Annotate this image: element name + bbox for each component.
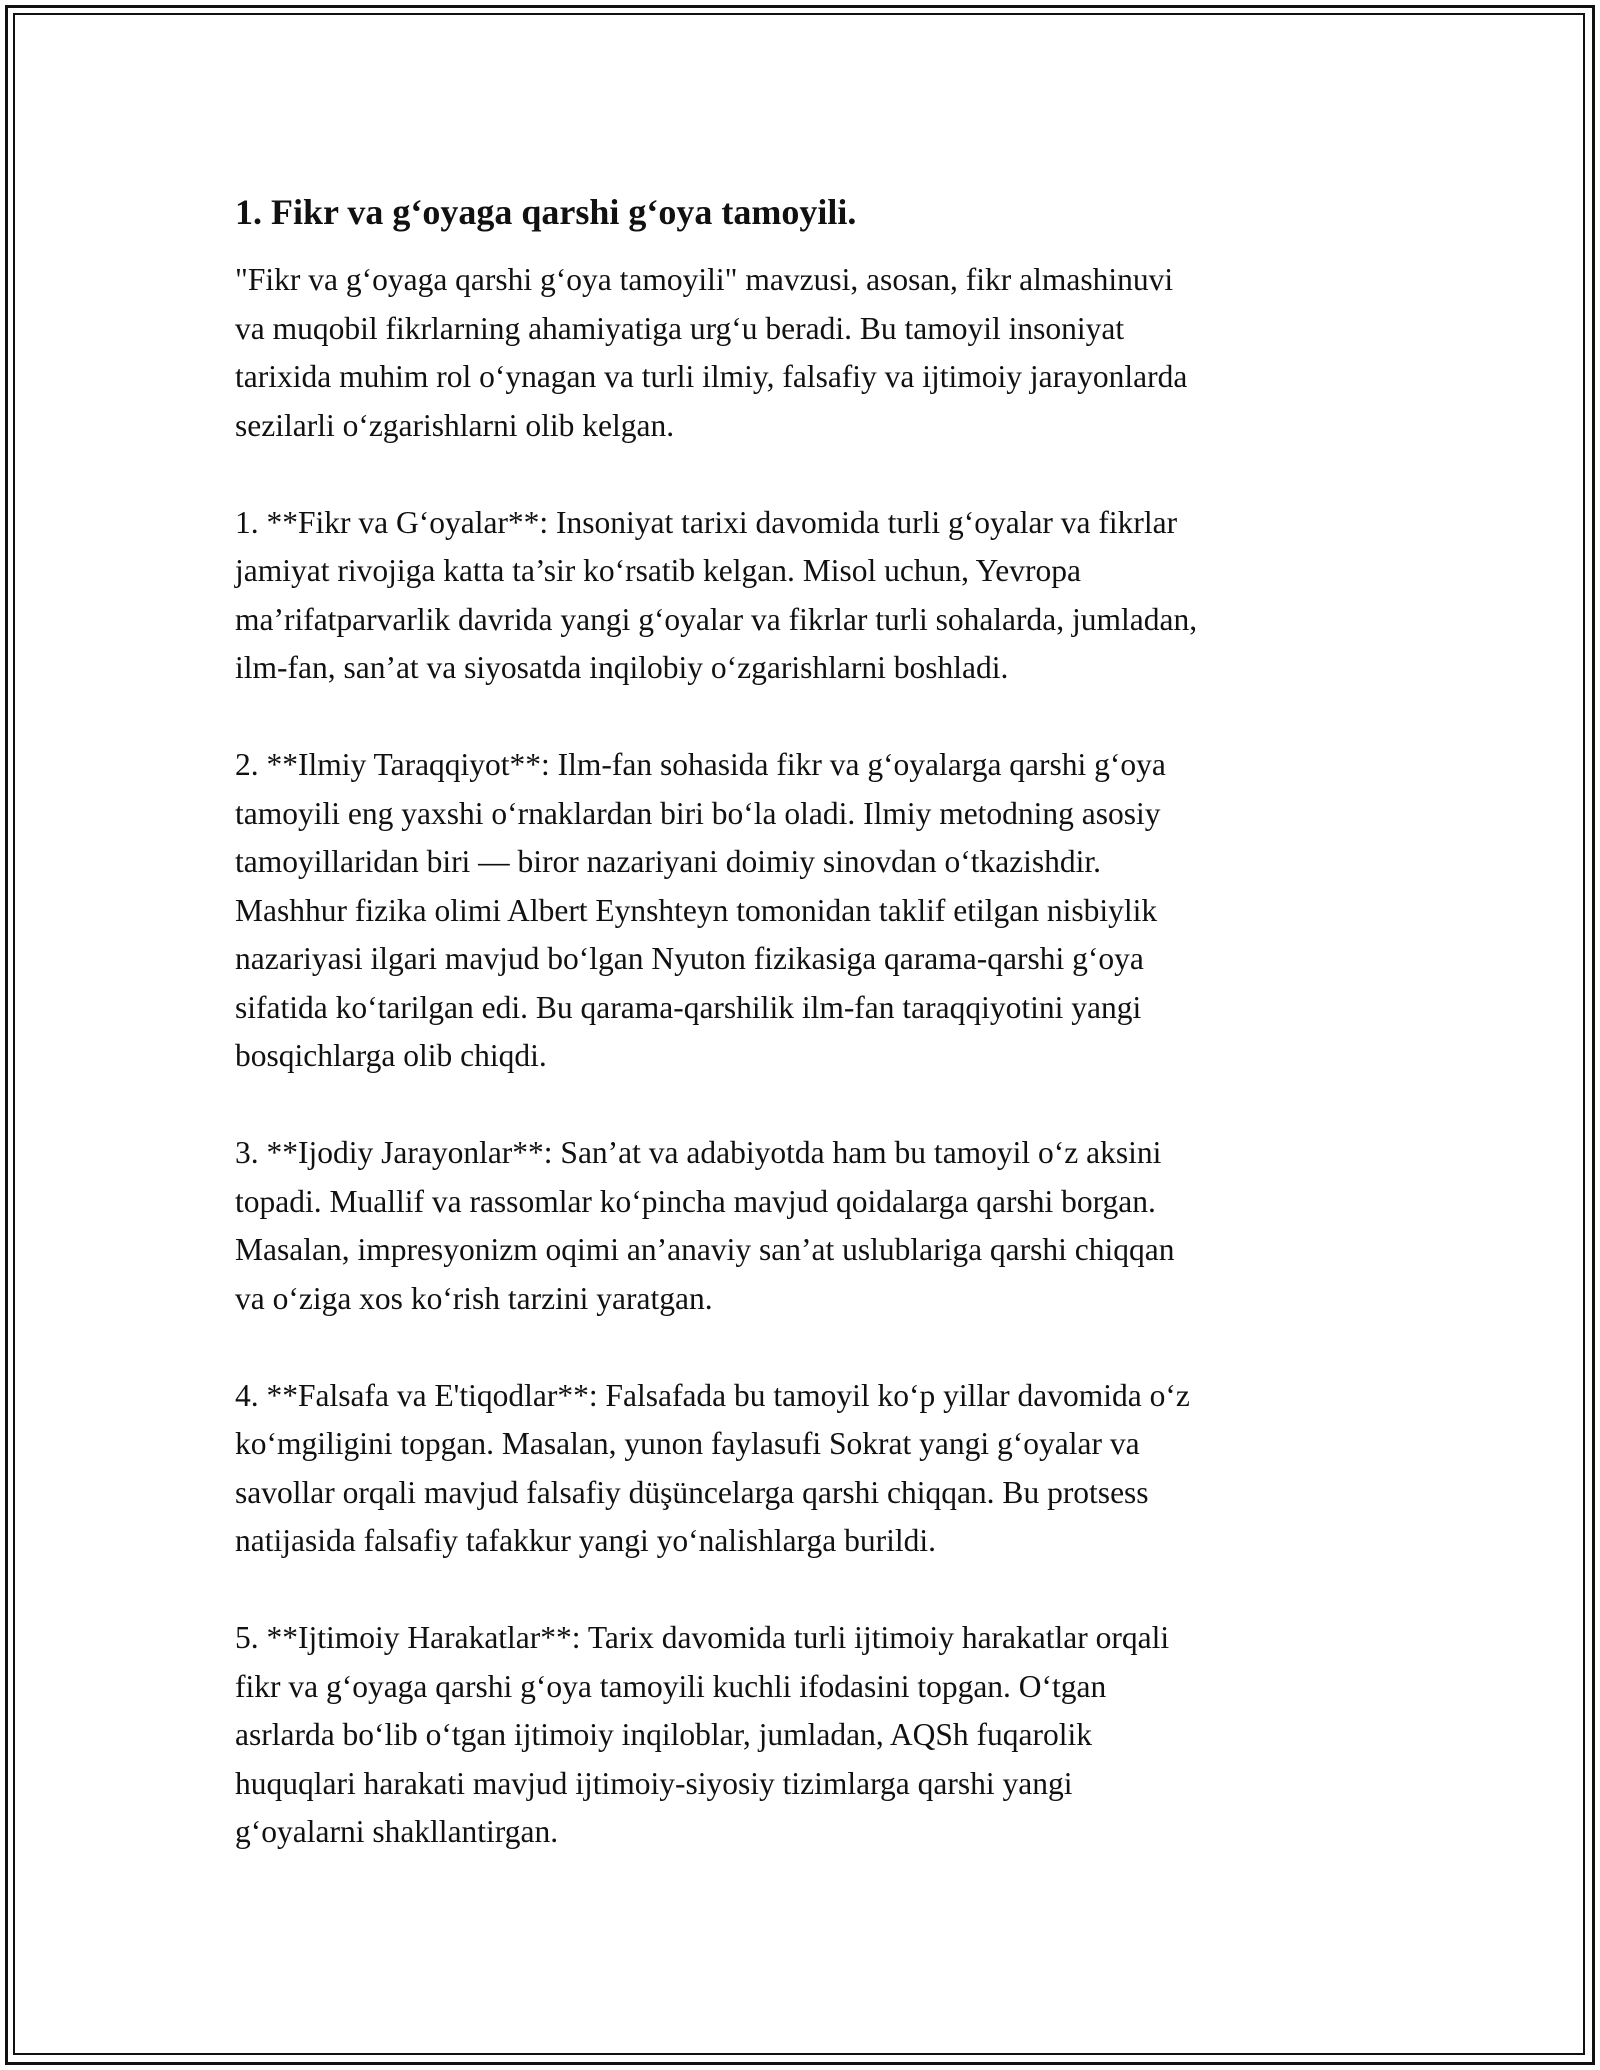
document-title: 1. Fikr va g‘oyaga qarshi g‘oya tamoyili.: [235, 192, 857, 232]
paragraph-falsafa-va-etiqodlar: 4. **Falsafa va E'tiqodlar**: Falsafada bu tamoyil ko‘p yillar davomida o‘z ko‘mgiligini topgan. Masalan, yunon faylasufi Sokrat yangi g‘oyalar va savollar orqali mavjud falsafiy düşüncelarga qarshi chiqqan. Bu protsess natijasida falsafiy tafakkur yangi yo‘nalishlarga burildi.: [235, 1377, 1190, 1558]
paragraph-ijtimoiy-harakatlar: 5. **Ijtimoiy Harakatlar**: Tarix davomida turli ijtimoiy harakatlar orqali fikr va g‘oyaga qarshi g‘oya tamoyili kuchli ifodasini topgan. O‘tgan asrlarda bo‘lib o‘tgan ijtimoiy inqiloblar, jumladan, AQSh fuqarolik huquqlari harakati mavjud ijtimoiy-siyosiy tizimlarga qarshi yangi g‘oyalarni shakllantirgan.: [235, 1620, 1170, 1849]
document-body: [235, 188, 1385, 1905]
paragraph-fikr-va-goyalar: 1. **Fikr va G‘oyalar**: Insoniyat tarixi davomida turli g‘oyalar va fikrlar jamiyat rivojiga katta ta’sir ko‘rsatib kelgan. Misol uchun, Yevropa ma’rifatparvarlik davrida yangi g‘oyalar va fikrlar turli sohalarda, jumladan, ilm-fan, san’at va siyosatda inqilobiy o‘zgarishlarni boshladi.: [235, 504, 1198, 685]
intro-paragraph: "Fikr va g‘oyaga qarshi g‘oya tamoyili" mavzusi, asosan, fikr almashinuvi va muqobil fikrlarning ahamiyatiga urg‘u beradi. Bu tamoyil insoniyat tarixida muhim rol o‘ynagan va turli ilmiy, falsafiy va ijtimoiy jarayonlarda sezilarli o‘zgarishlarni olib kelgan.: [235, 262, 1188, 443]
paragraph-ilmiy-taraqqiyot: 2. **Ilmiy Taraqqiyot**: Ilm-fan sohasida fikr va g‘oyalarga qarshi g‘oya tamoyili eng yaxshi o‘rnaklardan biri bo‘la oladi. Ilmiy metodning asosiy tamoyillaridan biri — biror nazariyani doimiy sinovdan o‘tkazishdir. Mashhur fizika olimi Albert Eynshteyn tomonidan taklif etilgan nisbiylik nazariyasi ilgari mavjud bo‘lgan Nyuton fizikasiga qarama-qarshi g‘oya sifatida ko‘tarilgan edi. Bu qarama-qarshilik ilm-fan taraqqiyotini yangi bosqichlarga olib chiqdi.: [235, 747, 1166, 1073]
paragraph-ijodiy-jarayonlar: 3. **Ijodiy Jarayonlar**: San’at va adabiyotda ham bu tamoyil o‘z aksini topadi. Muallif va rassomlar ko‘pincha mavjud qoidalarga qarshi borgan. Masalan, impresyonizm oqimi an’anaviy san’at uslublariga qarshi chiqqan va o‘ziga xos ko‘rish tarzini yaratgan.: [235, 1135, 1175, 1316]
